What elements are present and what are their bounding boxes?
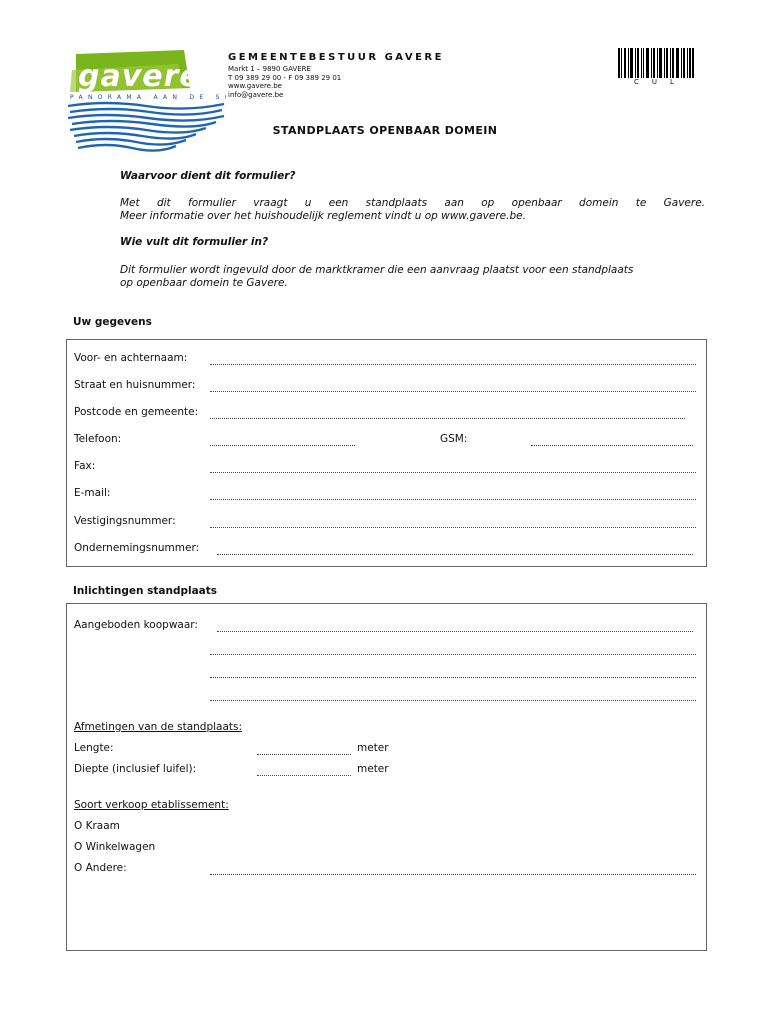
svg-text:gavere: gavere bbox=[78, 59, 201, 94]
label-koopwaar: Aangeboden koopwaar: bbox=[74, 619, 198, 631]
field-andere[interactable] bbox=[210, 874, 696, 875]
address-block bbox=[228, 65, 341, 99]
barcode-text: CUL bbox=[634, 78, 687, 86]
question-who: Wie vult dit formulier in? bbox=[120, 236, 269, 248]
barcode bbox=[618, 48, 694, 78]
label-soort-verkoop: Soort verkoop etablissement: bbox=[74, 799, 229, 811]
field-postcode[interactable] bbox=[210, 418, 685, 419]
label-telefoon: Telefoon: bbox=[74, 433, 122, 445]
label-postcode: Postcode en gemeente: bbox=[74, 406, 199, 418]
gavere-logo bbox=[66, 48, 226, 154]
field-ondernemingsnummer[interactable] bbox=[217, 554, 693, 555]
org-name: GEMEENTEBESTUUR GAVERE bbox=[228, 52, 444, 63]
standplaats-box bbox=[66, 603, 707, 951]
label-gsm: GSM: bbox=[440, 433, 468, 445]
field-lengte[interactable] bbox=[257, 754, 351, 755]
field-koopwaar-line1[interactable] bbox=[217, 631, 693, 632]
answer-who-line2: op openbaar domein te Gavere. bbox=[120, 277, 288, 289]
page-title: STANDPLAATS OPENBAAR DOMEIN bbox=[272, 124, 498, 137]
answer-purpose-line2: Meer informatie over het huishoudelijk reglement vindt u op www.gavere.be. bbox=[120, 210, 526, 222]
field-telefoon[interactable] bbox=[210, 445, 355, 446]
section-heading-standplaats: Inlichtingen standplaats bbox=[73, 585, 218, 597]
email-line: info@gavere.be bbox=[228, 90, 284, 99]
website-line: www.gavere.be bbox=[228, 82, 282, 91]
label-naam: Voor- en achternaam: bbox=[74, 352, 188, 364]
field-vestigingsnummer[interactable] bbox=[210, 527, 696, 528]
field-fax[interactable] bbox=[210, 472, 696, 473]
field-koopwaar-line4[interactable] bbox=[210, 700, 696, 701]
label-ondernemingsnummer: Ondernemingsnummer: bbox=[74, 542, 200, 554]
label-lengte: Lengte: bbox=[74, 742, 114, 754]
field-koopwaar-line2[interactable] bbox=[210, 654, 696, 655]
label-fax: Fax: bbox=[74, 460, 96, 472]
field-straat[interactable] bbox=[210, 391, 696, 392]
answer-who-line1: Dit formulier wordt ingevuld door de marktkramer die een aanvraag plaatst voor een standplaats bbox=[120, 264, 634, 276]
field-diepte[interactable] bbox=[257, 775, 351, 776]
label-straat: Straat en huisnummer: bbox=[74, 379, 196, 391]
field-naam[interactable] bbox=[210, 364, 696, 365]
field-gsm[interactable] bbox=[531, 445, 693, 446]
svg-text:PANORAMA AAN DE SCHELDE: PANORAMA AAN DE S bbox=[70, 94, 225, 101]
section-heading-gegevens: Uw gegevens bbox=[73, 316, 152, 328]
field-koopwaar-line3[interactable] bbox=[210, 677, 696, 678]
label-diepte: Diepte (inclusief luifel): bbox=[74, 763, 197, 775]
answer-purpose-line1: Met dit formulier vraagt u een standplaats aan op openbaar domein te Gavere. bbox=[120, 197, 705, 209]
label-vestigingsnummer: Vestigingsnummer: bbox=[74, 515, 176, 527]
option-kraam[interactable]: O Kraam bbox=[74, 820, 120, 832]
unit-lengte: meter bbox=[357, 742, 389, 754]
label-email: E-mail: bbox=[74, 487, 111, 499]
option-andere[interactable]: O Andere: bbox=[74, 862, 127, 874]
field-email[interactable] bbox=[210, 499, 696, 500]
option-winkelwagen[interactable]: O Winkelwagen bbox=[74, 841, 156, 853]
phone-line: T 09 389 29 00 - F 09 389 29 01 bbox=[228, 73, 342, 82]
address-line: Markt 1 – 9890 GAVERE bbox=[228, 65, 311, 73]
question-purpose: Waarvoor dient dit formulier? bbox=[120, 170, 296, 182]
unit-diepte: meter bbox=[357, 763, 389, 775]
label-afmetingen: Afmetingen van de standplaats: bbox=[74, 721, 243, 733]
gegevens-box bbox=[66, 339, 707, 567]
